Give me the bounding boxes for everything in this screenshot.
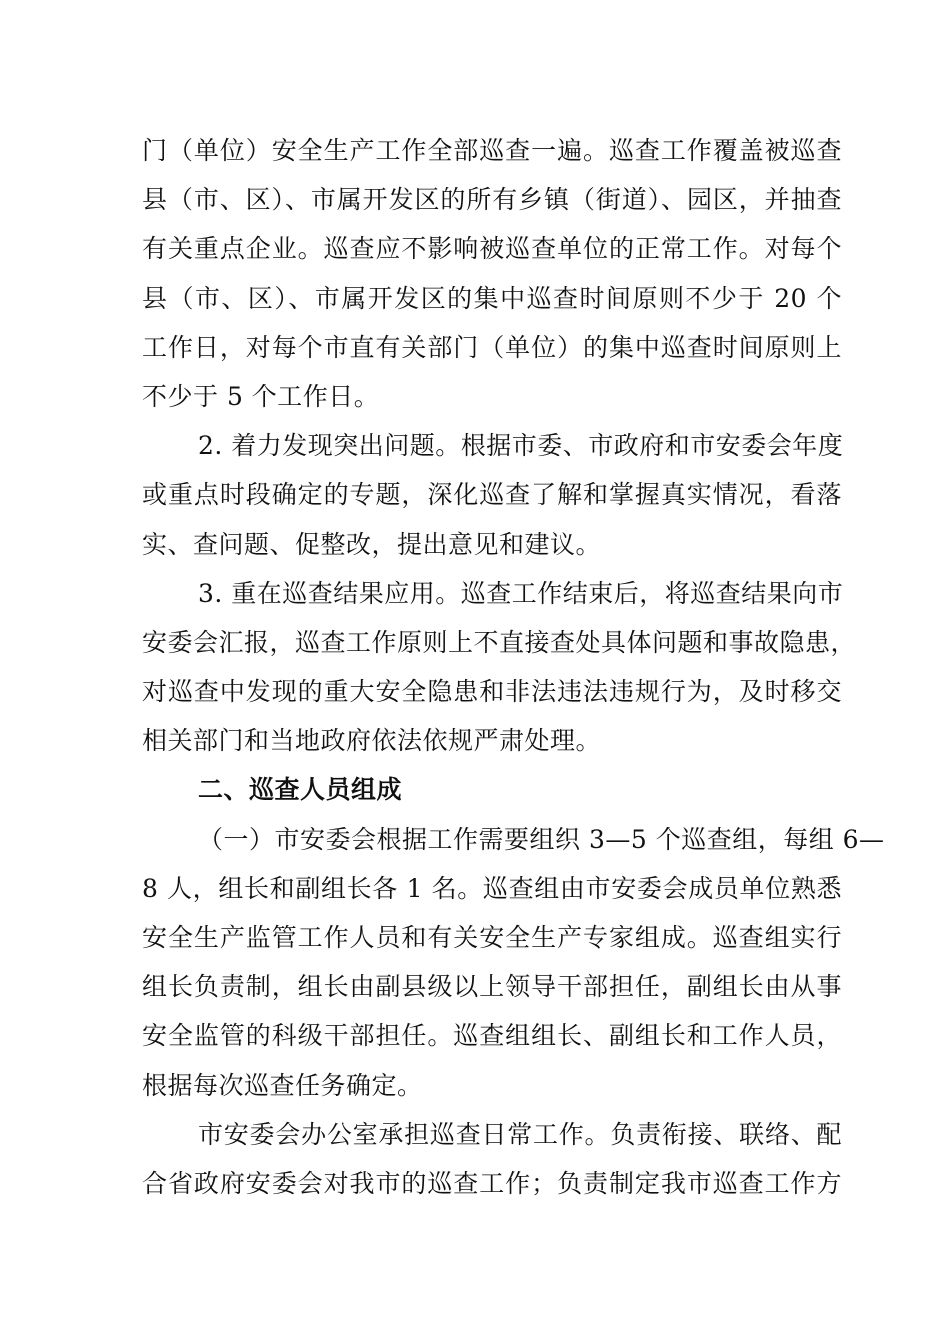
paragraph-line: 不少于 5 个工作日。 [142,381,380,411]
paragraph-line: 2. 着力发现突出问题。根据市委、市政府和市安委会年度 [198,431,844,461]
paragraph-line: 实、查问题、促整改，提出意见和建议。 [142,529,602,559]
paragraph-line: （一）市安委会根据工作需要组织 3—5 个巡查组，每组 6— [198,824,885,854]
paragraph-line: 市安委会办公室承担巡查日常工作。负责衔接、联络、配 [198,1119,842,1149]
paragraph-line: 对巡查中发现的重大安全隐患和非法违法违规行为，及时移交 [142,677,842,707]
paragraph-line: 3. 重在巡查结果应用。巡查工作结束后，将巡查结果向市 [198,578,844,608]
paragraph-line: 县（市、区）、市属开发区的集中巡查时间原则不少于 20 个 [142,283,842,313]
paragraph-line: 有关重点企业。巡查应不影响被巡查单位的正常工作。对每个 [142,234,842,264]
paragraph-line: 工作日，对每个市直有关部门（单位）的集中巡查时间原则上 [142,332,842,362]
paragraph-line: 根据每次巡查任务确定。 [142,1070,423,1100]
paragraph-line: 安全生产监管工作人员和有关安全生产专家组成。巡查组实行 [142,923,842,952]
paragraph-line: 8 人，组长和副组长各 1 名。巡查组由市安委会成员单位熟悉 [142,873,842,903]
paragraph-line: 或重点时段确定的专题，深化巡查了解和掌握真实情况，看落 [142,480,842,510]
document-body [142,126,885,1208]
paragraph-line: 相关部门和当地政府依法依规严肃处理。 [142,726,602,756]
section-heading: 二、巡查人员组成 [198,775,403,805]
paragraph-line: 合省政府安委会对我市的巡查工作；负责制定我市巡查工作方 [142,1168,842,1198]
paragraph-line: 安委会汇报，巡查工作原则上不直接查处具体问题和事故隐患， [142,627,857,657]
paragraph-line: 门（单位）安全生产工作全部巡查一遍。巡查工作覆盖被巡查 [142,136,842,165]
paragraph-line: 安全监管的科级干部担任。巡查组组长、副组长和工作人员， [142,1021,842,1051]
paragraph-line: 组长负责制，组长由副县级以上领导干部担任，副组长由从事 [142,972,842,1002]
paragraph-line: 县（市、区）、市属开发区的所有乡镇（街道）、园区，并抽查 [142,185,842,215]
